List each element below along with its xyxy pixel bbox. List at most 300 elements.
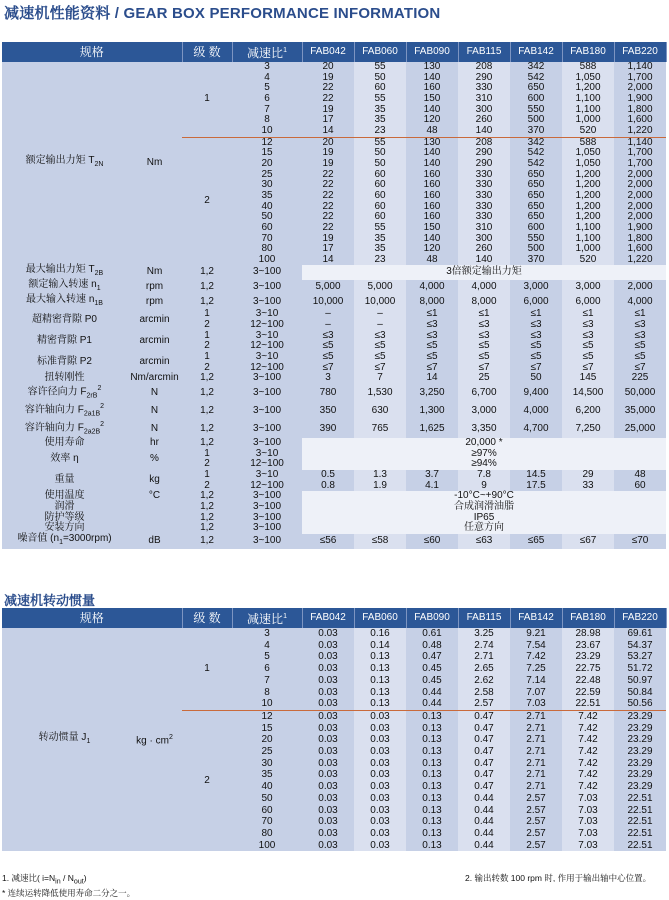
- value-cell: 160: [406, 191, 458, 202]
- ratio-cell: 3~100: [232, 384, 302, 402]
- value-cell: 0.14: [354, 640, 406, 652]
- value-cell: ≤5: [458, 341, 510, 352]
- value-cell: 160: [406, 202, 458, 213]
- value-cell: ≤3: [562, 320, 614, 331]
- value-cell: 0.16: [354, 628, 406, 640]
- ratio-cell: 6: [232, 663, 302, 675]
- footnotes: [2, 873, 665, 899]
- value-cell: 0.03: [302, 698, 354, 710]
- value-cell: 0.13: [406, 828, 458, 840]
- value-cell: ≤3: [302, 331, 354, 342]
- value-cell: 2,000: [614, 170, 666, 181]
- value-cell: 7.03: [562, 840, 614, 852]
- value-cell: 0.03: [302, 828, 354, 840]
- value-cell: 342: [510, 62, 562, 73]
- stage-cell: 1: [182, 352, 232, 363]
- ratio-cell: 20: [232, 734, 302, 746]
- value-cell: –: [354, 320, 406, 331]
- value-cell: 650: [510, 83, 562, 94]
- value-cell: 55: [354, 137, 406, 148]
- value-cell: 0.03: [354, 758, 406, 770]
- value-cell: 19: [302, 234, 354, 245]
- value-cell: ≤5: [562, 341, 614, 352]
- value-cell: 0.47: [458, 746, 510, 758]
- value-cell: 310: [458, 223, 510, 234]
- value-cell: 2.71: [510, 781, 562, 793]
- value-cell: 23.29: [614, 746, 666, 758]
- value-cell: 1,300: [406, 402, 458, 420]
- header-model: FAB060: [354, 608, 406, 628]
- stage-cell: 2: [182, 320, 232, 331]
- header-ratio: 减速比$^1$: [232, 608, 302, 628]
- value-cell: 330: [458, 170, 510, 181]
- value-cell: ≤3: [510, 320, 562, 331]
- value-cell: 2.58: [458, 687, 510, 699]
- stage-cell: 1,2: [182, 265, 232, 280]
- value-cell: 5,000: [302, 280, 354, 295]
- value-cell: 2.71: [458, 651, 510, 663]
- stage-cell: 1: [182, 331, 232, 342]
- performance-table: [2, 42, 667, 549]
- value-cell: 7.14: [510, 675, 562, 687]
- value-cell: 0.13: [406, 746, 458, 758]
- value-cell: ≤1: [510, 309, 562, 320]
- value-cell: 55: [354, 223, 406, 234]
- backlash-p0-label: 超精密背隙 P0: [2, 309, 127, 330]
- value-cell: ≤3: [510, 331, 562, 342]
- value-cell: 0.03: [302, 675, 354, 687]
- value-cell: 120: [406, 244, 458, 255]
- value-cell: 3.7: [406, 470, 458, 481]
- inertia-unit: kg · $cm^2$: [127, 628, 182, 851]
- table-row: [2, 62, 666, 73]
- efficiency-label: 效率 η: [2, 449, 127, 470]
- header-model: FAB090: [406, 608, 458, 628]
- mounting-value: 任意方向: [302, 523, 666, 534]
- value-cell: 0.13: [406, 781, 458, 793]
- value-cell: 48: [406, 255, 458, 266]
- value-cell: 14: [406, 373, 458, 384]
- footnote-life: * 连续运转降低使用寿命二分之一。: [2, 887, 136, 898]
- value-cell: 1,200: [562, 202, 614, 213]
- value-cell: 0.13: [406, 723, 458, 735]
- value-cell: 22: [302, 94, 354, 105]
- value-cell: 1,000: [562, 244, 614, 255]
- value-cell: ≤3: [458, 331, 510, 342]
- stage-cell: 1,2: [182, 438, 232, 449]
- value-cell: 2.74: [458, 640, 510, 652]
- value-cell: 3,350: [458, 420, 510, 438]
- ratio-cell: 100: [232, 840, 302, 852]
- value-cell: 7.03: [562, 793, 614, 805]
- value-cell: 0.47: [458, 723, 510, 735]
- value-cell: 9.21: [510, 628, 562, 640]
- value-cell: 22: [302, 212, 354, 223]
- value-cell: 0.03: [302, 723, 354, 735]
- value-cell: 2.71: [510, 734, 562, 746]
- value-cell: 260: [458, 244, 510, 255]
- value-cell: 7.03: [562, 828, 614, 840]
- value-cell: 1.3: [354, 470, 406, 481]
- value-cell: 145: [562, 373, 614, 384]
- value-cell: 1,800: [614, 105, 666, 116]
- temperature-label: 使用温度: [2, 491, 127, 502]
- value-cell: 0.03: [302, 710, 354, 722]
- header-model: FAB090: [406, 42, 458, 62]
- axial-force-2-unit: N: [127, 420, 182, 438]
- value-cell: 1,600: [614, 115, 666, 126]
- value-cell: 765: [354, 420, 406, 438]
- value-cell: 17: [302, 244, 354, 255]
- value-cell: 0.13: [406, 793, 458, 805]
- value-cell: ≤5: [562, 352, 614, 363]
- value-cell: ≤5: [458, 352, 510, 363]
- value-cell: 0.45: [406, 675, 458, 687]
- value-cell: 10,000: [302, 295, 354, 310]
- value-cell: 0.47: [458, 781, 510, 793]
- value-cell: 7.42: [562, 758, 614, 770]
- value-cell: 23: [354, 126, 406, 137]
- value-cell: 9,400: [510, 384, 562, 402]
- value-cell: 23.67: [562, 640, 614, 652]
- value-cell: 8,000: [406, 295, 458, 310]
- stage-cell: 1,2: [182, 373, 232, 384]
- value-cell: 0.44: [406, 687, 458, 699]
- ratio-cell: 3~100: [232, 534, 302, 549]
- value-cell: 0.03: [354, 816, 406, 828]
- table-row: [2, 352, 666, 363]
- ratio-cell: 3~100: [232, 491, 302, 502]
- header-spec: 规格: [2, 608, 182, 628]
- efficiency-value: ≥97%: [302, 449, 666, 460]
- radial-force-unit: N: [127, 384, 182, 402]
- rated-torque-unit: Nm: [127, 62, 182, 265]
- inertia-title: 减速机转动惯量: [4, 593, 96, 608]
- ratio-cell: 3: [232, 62, 302, 73]
- ratio-cell: 3~10: [232, 309, 302, 320]
- inertia-table: [2, 608, 667, 851]
- lubrication-unit: [127, 502, 182, 513]
- value-cell: 140: [458, 255, 510, 266]
- value-cell: ≤70: [614, 534, 666, 549]
- stage-cell: 2: [182, 363, 232, 374]
- ratio-cell: 3~100: [232, 295, 302, 310]
- value-cell: 290: [458, 73, 510, 84]
- ratio-cell: 8: [232, 115, 302, 126]
- value-cell: ≤5: [614, 352, 666, 363]
- value-cell: 7.42: [562, 781, 614, 793]
- value-cell: 0.44: [458, 828, 510, 840]
- ratio-cell: 100: [232, 255, 302, 266]
- protection-unit: [127, 513, 182, 524]
- value-cell: 50: [354, 73, 406, 84]
- axial-force-2-label: 容许轴向力 $F_{2a2B}^2$: [2, 420, 127, 438]
- stage-cell: 2: [182, 459, 232, 470]
- value-cell: 1,900: [614, 94, 666, 105]
- value-cell: 50.97: [614, 675, 666, 687]
- value-cell: 14: [302, 255, 354, 266]
- value-cell: ≤3: [614, 331, 666, 342]
- value-cell: 140: [458, 126, 510, 137]
- value-cell: 23.29: [614, 710, 666, 722]
- value-cell: 1,700: [614, 148, 666, 159]
- value-cell: ≤3: [406, 320, 458, 331]
- ratio-cell: 3~10: [232, 470, 302, 481]
- value-cell: 23: [354, 255, 406, 266]
- value-cell: 6,200: [562, 402, 614, 420]
- value-cell: 260: [458, 115, 510, 126]
- table-row: [2, 513, 666, 524]
- value-cell: ≤5: [614, 341, 666, 352]
- value-cell: 542: [510, 73, 562, 84]
- max-torque-unit: Nm: [127, 265, 182, 280]
- header-stage: 级 数: [182, 42, 232, 62]
- value-cell: 1,050: [562, 148, 614, 159]
- value-cell: 0.03: [354, 828, 406, 840]
- stage-cell: 1,2: [182, 523, 232, 534]
- table-row: [2, 295, 666, 310]
- value-cell: 7.8: [458, 470, 510, 481]
- stage-cell: 1,2: [182, 502, 232, 513]
- table-row: [2, 373, 666, 384]
- axial-force-1-label: 容许轴向力 $F_{2a1B}^2$: [2, 402, 127, 420]
- stage-cell: 1: [182, 449, 232, 460]
- value-cell: 2.57: [458, 698, 510, 710]
- value-cell: ≤58: [354, 534, 406, 549]
- value-cell: 55: [354, 62, 406, 73]
- stage-cell: 1: [182, 628, 232, 710]
- value-cell: 23.29: [614, 769, 666, 781]
- header-ratio: 减速比$^1$: [232, 42, 302, 62]
- value-cell: 650: [510, 212, 562, 223]
- value-cell: 0.03: [354, 734, 406, 746]
- value-cell: 7,250: [562, 420, 614, 438]
- value-cell: ≤5: [406, 352, 458, 363]
- value-cell: 22.51: [614, 793, 666, 805]
- value-cell: 160: [406, 180, 458, 191]
- value-cell: 2.71: [510, 723, 562, 735]
- header-model: FAB115: [458, 42, 510, 62]
- value-cell: 23.29: [562, 651, 614, 663]
- ratio-cell: 3~100: [232, 402, 302, 420]
- value-cell: 19: [302, 105, 354, 116]
- value-cell: 1,100: [562, 223, 614, 234]
- backlash-p1-unit: arcmin: [127, 331, 182, 352]
- value-cell: 1,800: [614, 234, 666, 245]
- ratio-cell: 3~100: [232, 373, 302, 384]
- value-cell: 1,625: [406, 420, 458, 438]
- value-cell: 22: [302, 202, 354, 213]
- ratio-cell: 8: [232, 687, 302, 699]
- efficiency-unit: %: [127, 449, 182, 470]
- value-cell: 630: [354, 402, 406, 420]
- ratio-cell: 35: [232, 191, 302, 202]
- ratio-cell: 6: [232, 94, 302, 105]
- radial-force-label: 容许径向力 $F_{2rB}^2$: [2, 384, 127, 402]
- value-cell: 50.84: [614, 687, 666, 699]
- stage-cell: 2: [182, 481, 232, 492]
- value-cell: 25,000: [614, 420, 666, 438]
- value-cell: 208: [458, 62, 510, 73]
- value-cell: 1,100: [562, 234, 614, 245]
- value-cell: 60: [354, 83, 406, 94]
- value-cell: 1,100: [562, 105, 614, 116]
- value-cell: 14: [302, 126, 354, 137]
- value-cell: 0.03: [302, 793, 354, 805]
- value-cell: 17.5: [510, 481, 562, 492]
- value-cell: 2.57: [510, 840, 562, 852]
- value-cell: 0.44: [406, 698, 458, 710]
- value-cell: 7.42: [562, 723, 614, 735]
- value-cell: 1,530: [354, 384, 406, 402]
- inertia-label: 转动惯量 $J_1$: [2, 628, 127, 851]
- value-cell: 0.44: [458, 840, 510, 852]
- value-cell: ≤7: [510, 363, 562, 374]
- ratio-cell: 3: [232, 628, 302, 640]
- value-cell: 0.44: [458, 793, 510, 805]
- value-cell: 130: [406, 62, 458, 73]
- value-cell: 140: [406, 159, 458, 170]
- value-cell: 50: [354, 148, 406, 159]
- ratio-cell: 3~10: [232, 352, 302, 363]
- stage-cell: 1,2: [182, 280, 232, 295]
- value-cell: 588: [562, 62, 614, 73]
- value-cell: 2.71: [510, 746, 562, 758]
- table-row: [2, 402, 666, 420]
- ratio-cell: 12~100: [232, 320, 302, 331]
- value-cell: 22.59: [562, 687, 614, 699]
- value-cell: 1.9: [354, 481, 406, 492]
- service-life-label: 使用寿命: [2, 438, 127, 449]
- header-spec: 规格: [2, 42, 182, 62]
- value-cell: 550: [510, 234, 562, 245]
- value-cell: 4,000: [614, 295, 666, 310]
- footnote-speed: 2. 输出转数 100 rpm 时, 作用于输出轴中心位置。: [465, 873, 652, 883]
- value-cell: 3.25: [458, 628, 510, 640]
- weight-unit: kg: [127, 470, 182, 491]
- value-cell: 20: [302, 137, 354, 148]
- value-cell: 7.03: [562, 816, 614, 828]
- header-model: FAB180: [562, 42, 614, 62]
- ratio-cell: 60: [232, 805, 302, 817]
- ratio-cell: 20: [232, 159, 302, 170]
- max-torque-label: 最大输出力矩 $T_{2B}$: [2, 265, 127, 280]
- weight-label: 重量: [2, 470, 127, 491]
- value-cell: 22.51: [562, 698, 614, 710]
- value-cell: 48: [406, 126, 458, 137]
- header-stage: 级 数: [182, 608, 232, 628]
- value-cell: 0.03: [302, 805, 354, 817]
- value-cell: 0.13: [406, 840, 458, 852]
- value-cell: 225: [614, 373, 666, 384]
- header-model: FAB142: [510, 42, 562, 62]
- table-row: [2, 502, 666, 513]
- value-cell: 1,200: [562, 191, 614, 202]
- value-cell: ≤1: [614, 309, 666, 320]
- value-cell: 0.13: [354, 651, 406, 663]
- ratio-cell: 7: [232, 105, 302, 116]
- ratio-cell: 3~100: [232, 513, 302, 524]
- stage-cell: 2: [182, 710, 232, 851]
- value-cell: 0.03: [302, 781, 354, 793]
- value-cell: 35: [354, 244, 406, 255]
- value-cell: 2,000: [614, 180, 666, 191]
- value-cell: 22.51: [614, 828, 666, 840]
- value-cell: ≤63: [458, 534, 510, 549]
- ratio-cell: 3~100: [232, 502, 302, 513]
- service-life-value: 20,000 *: [302, 438, 666, 449]
- value-cell: 0.03: [354, 805, 406, 817]
- value-cell: 5,000: [354, 280, 406, 295]
- value-cell: 2,000: [614, 191, 666, 202]
- value-cell: 29: [562, 470, 614, 481]
- ratio-cell: 70: [232, 816, 302, 828]
- value-cell: 0.13: [354, 687, 406, 699]
- value-cell: 1,900: [614, 223, 666, 234]
- backlash-p2-unit: arcmin: [127, 352, 182, 373]
- value-cell: 2.57: [510, 805, 562, 817]
- value-cell: 300: [458, 234, 510, 245]
- mounting-unit: [127, 523, 182, 534]
- value-cell: 14,500: [562, 384, 614, 402]
- ratio-cell: 3~10: [232, 449, 302, 460]
- value-cell: 3,250: [406, 384, 458, 402]
- ratio-cell: 12~100: [232, 481, 302, 492]
- value-cell: 3: [302, 373, 354, 384]
- max-speed-label: 最大输入转速 $n_{1B}$: [2, 295, 127, 310]
- value-cell: 0.47: [458, 710, 510, 722]
- value-cell: 588: [562, 137, 614, 148]
- value-cell: 7.03: [562, 805, 614, 817]
- ratio-cell: 5: [232, 83, 302, 94]
- table-row: [2, 449, 666, 460]
- value-cell: 650: [510, 202, 562, 213]
- value-cell: 500: [510, 244, 562, 255]
- stage-cell: 2: [182, 341, 232, 352]
- value-cell: 2.57: [510, 793, 562, 805]
- header-model: FAB115: [458, 608, 510, 628]
- ratio-cell: 40: [232, 202, 302, 213]
- noise-unit: dB: [127, 534, 182, 549]
- value-cell: 0.03: [302, 769, 354, 781]
- value-cell: 140: [406, 234, 458, 245]
- value-cell: ≤5: [302, 341, 354, 352]
- noise-label: 噪音值 $(n_1=3000rpm)$: [2, 534, 127, 549]
- value-cell: 370: [510, 126, 562, 137]
- ratio-cell: 12~100: [232, 363, 302, 374]
- value-cell: 130: [406, 137, 458, 148]
- value-cell: –: [302, 309, 354, 320]
- value-cell: 150: [406, 94, 458, 105]
- value-cell: ≤7: [406, 363, 458, 374]
- stage-cell: 2: [182, 137, 232, 265]
- value-cell: 1,700: [614, 159, 666, 170]
- ratio-cell: 15: [232, 148, 302, 159]
- header-model: FAB042: [302, 42, 354, 62]
- torsional-stiffness-unit: Nm/arcmin: [127, 373, 182, 384]
- ratio-cell: 80: [232, 244, 302, 255]
- value-cell: 1,050: [562, 73, 614, 84]
- value-cell: ≤3: [354, 331, 406, 342]
- value-cell: 160: [406, 83, 458, 94]
- value-cell: ≤5: [510, 341, 562, 352]
- value-cell: 342: [510, 137, 562, 148]
- value-cell: ≤3: [562, 331, 614, 342]
- table-row: [2, 470, 666, 481]
- value-cell: 0.13: [406, 758, 458, 770]
- table-row: [2, 331, 666, 342]
- value-cell: ≤5: [302, 352, 354, 363]
